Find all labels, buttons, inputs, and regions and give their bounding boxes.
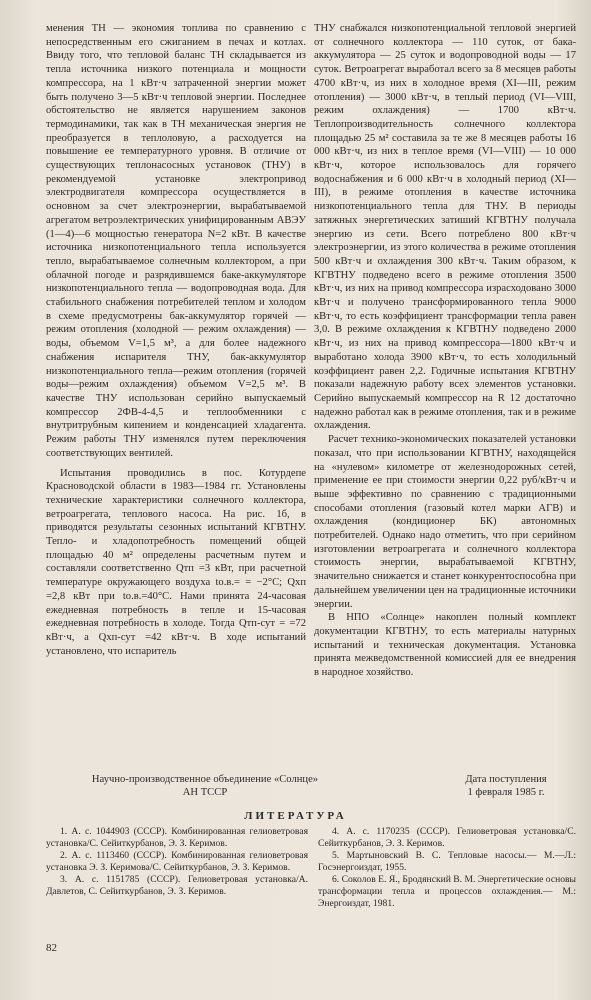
- page-number: 82: [46, 942, 57, 954]
- references-left: [46, 826, 308, 898]
- paragraph: Испытания проводились в пос. Котурдепе Красноводской области в 1983—1984 гг. Установлены технические характеристики солнечного коллектора, ветроагрегата, теплового насоса. На рис. 1б, в приводятся результаты сезонных испытаний КГВТНУ. Тепло- и хладопотребность помещений общей площадью 40 м² определены расчетным путем и составляли соответственно Qтп =3 кВт, при расчетной температуре окружающего воздуха tо.в.= = −2°С; Qхп =2,8 кВт при tо.в.=40°С. Нами принята 24-часовая ежедневная потребность в тепле и 15-часовая ежедневная потребность в холоде. Тогда Qтп-сут = =72 кВт·ч, а Qхп-сут =42 кВт·ч. В ходе испытаний установлено, что испаритель: [46, 467, 306, 657]
- affiliation-org: Научно-производственное объединение «Солнце»: [91, 774, 319, 785]
- reference-item: 6. Соколов Е. Я., Бродянский В. М. Энергетические основы трансформации тепла и процессов охлаждения.— М.: Энергоиздат, 1981.: [318, 874, 576, 909]
- reference-item: 2. А. с. 1113460 (СССР). Комбинированная гелиоветровая установка Э. З. Керимова/С. Сейиткурбанов, Э. З. Керимов.: [46, 850, 308, 873]
- literature-heading: ЛИТЕРАТУРА: [244, 810, 347, 822]
- received-date: [446, 773, 566, 799]
- received-value: 1 февраля 1985 г.: [467, 787, 545, 798]
- affiliation-academy: АН ТССР: [182, 787, 228, 798]
- paragraph: менения ТН — экономия топлива по сравнению с непосредственным его сжиганием в печах и котлах. Ввиду того, что тепловой баланс ТН складывается из тепла источника низкого потенциала и мощности компрессора, на 1 кВт·ч затраченной энергии может быть получено 3—5 кВт·ч тепловой энергии. Последнее обстоятельство не является нарушением законов термодинамики, так как в ТН механическая энергия не преобразуется в теплоловую, а расходуется на повышение ее температурного уровня. В отличие от существующих теплонасосных установок (ТНУ) в рекомендуемой установке электропривод электродвигателя компрессора осуществляется в основном за счет электроэнергии, вырабатываемой агрегатом ветроэлектрических унифицированным АВЭУ (1—4)—6 мощностью генератора N=2 кВт. В качестве источника низкопотенциального тепла используется тепло, вырабатываемое солнечным коллектором, а при облачной погоде и разрядившемся баке-аккумуляторе низкопотенциального тепла — водопроводная вода. Для стабильного снабжения потребителей теплом и холодом в схеме предусмотрены бак-аккумулятор горячей — режим отопления (холодной — режим охлаждения) — воды, объемом V=1,5 м³, а для более надежного снабжения испарителя ТНУ, бак-аккумулятор низкопотенциального тепла—режим отопления (горячей воды—режим охлаждения) объемом V=2,5 м³. В качестве ТНУ использован серийно выпускаемый компрессор 2ФВ-4-4,5 и теплообменники с внутритрубным кипением и конденсацией хладагента. Режим работы ТНУ изменялся путем переключения соответствующих вентилей.: [46, 23, 306, 459]
- reference-item: 1. А. с. 1044903 (СССР). Комбинированная гелиоветровая установка/С. Сейиткурбанов, Э. З. Керимов.: [46, 826, 308, 849]
- affiliation: [80, 773, 330, 799]
- right-text-column: [314, 22, 576, 680]
- paragraph: В НПО «Солнце» накоплен полный комплект документации КГВТНУ, то есть материалы натурных испытаний и техническая документация. Установка принята межведомственной комиссией для ее внедрения в народное хозяйство.: [314, 612, 576, 679]
- paragraph: Расчет технико-экономических показателей установки показал, что при использовании КГВТНУ, находящейся на «нулевом» километре от железнодорожных сетей, применение ее при стоимости энергии 0,22 руб/кВт·ч и выше эффективно по сравнению с традиционными способами отопления (газовый котел марки АГВ) и охлаждения (кондиционер БК) автономных потребителей. Однако надо отметить, что при серийном изготовлении ветроагрегата и солнечного коллектора стоимость энергии, вырабатываемой КГВТНУ, значительно снижается и станет конкурентоспособна при дальнейшем увеличении цен на традиционные источники энергии.: [314, 434, 576, 610]
- reference-item: 4. А. с. 1170235 (СССР). Гелиоветровая установка/С. Сейиткурбанов, Э. З. Керимов.: [318, 826, 576, 849]
- left-text-column: [46, 22, 306, 658]
- references-right: [318, 826, 576, 910]
- reference-item: 5. Мартыновский В. С. Тепловые насосы.— М.—Л.: Госэнергоиздат, 1955.: [318, 850, 576, 873]
- reference-item: 3. А. с. 1151785 (СССР). Гелиоветровая установка/А. Давлетов, С. Сейиткурбанов, Э. З. Керимов.: [46, 874, 308, 897]
- received-label: Дата поступления: [465, 774, 547, 785]
- paragraph: ТНУ снабжался низкопотенциальной тепловой энергией от солнечного коллектора — 110 суток, от бака-аккумулятора — 25 суток и водопроводной воды — 17 суток. Ветроагрегат выработал всего за 8 месяцев работы 4700 кВт·ч, из них в холодное время (XI—III, режим отопления) — 3000 кВт·ч, в теплый период (VI—VIII, режим охлаждения) — 1700 кВт·ч. Теплопроизводительность солнечного коллектора площадью 25 м² составила за те же 8 месяцев работы 16 000 кВт·ч, из них в теплое время (VI—VIII) — 10 000 кВт·ч, которое использовалось для горячего водоснабжения и 6 000 кВт·ч в холодный период (XI—III), в режиме отопления в качестве источника низкопотенциального тепла для ТНУ. В периоды затяжных энергетических затиший КГВТНУ получала энергию из сети. Всего потреблено 800 кВт·ч электроэнергии, из этого количества в режиме отопления 500 кВт·ч и охлаждения 300 кВт·ч. Таким образом, к КГВТНУ подведено всего в режиме отопления 3500 кВт·ч, из них на привод компрессора израсходовано 3000 кВт·ч и получено трансформированного тепла 9000 кВт·ч, то есть коэффициент трансформации тепла равен 3,0. В режиме охлаждения к КГВТНУ подведено 2000 кВт·ч, из них на привод компрессора—1800 кВт·ч и выработано холода 3900 кВт·ч, то есть холодильный коэффициент равен 2,2. Годичные испытания КГВТНУ показали надежную работу всех элементов установки. Серийно выпускаемый компрессор на R 12 достаточно надежно работал как в режиме отопления, так и в режиме охлаждения.: [314, 23, 576, 432]
